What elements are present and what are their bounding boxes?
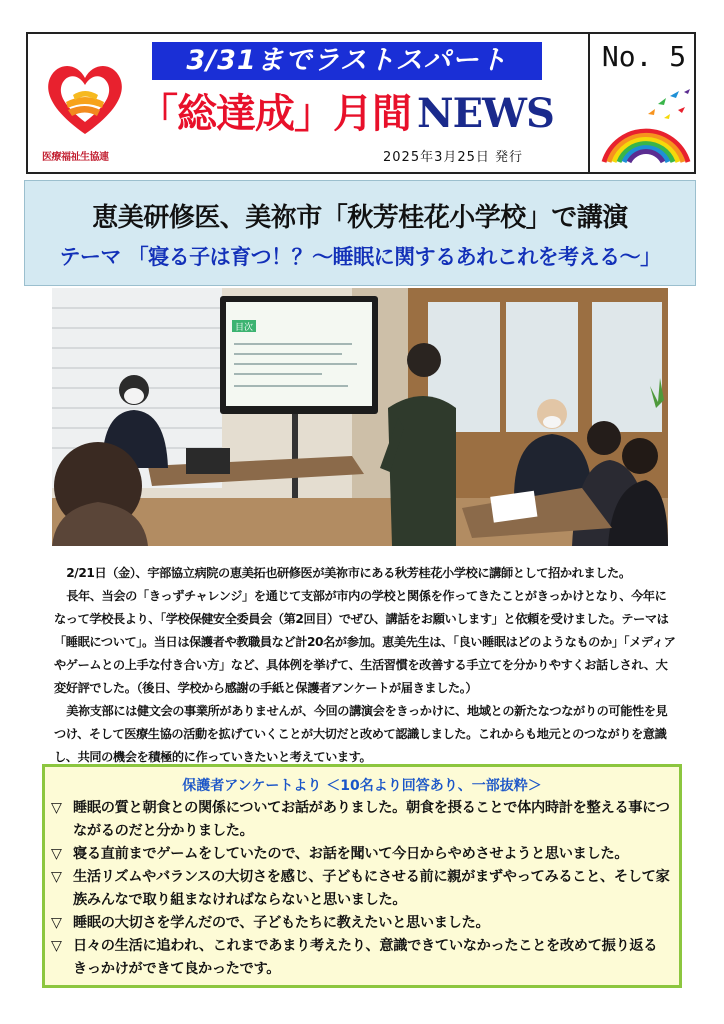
survey-heading: 保護者アンケートより ＜10名より回答あり、一部抜粋＞ (182, 778, 542, 794)
lecture-photo-illustration (52, 288, 668, 546)
survey-item-text: 日々の生活に追われ、これまであまり考えたり、意識できていなかったことを改めて振り返るきっかけができて良かったです。 (73, 938, 658, 977)
survey-list (51, 797, 671, 981)
survey-item (51, 935, 671, 981)
survey-item-text: 寝る直前までゲームをしていたので、お話を聞いて今日からやめさせようと思いました。 (73, 846, 629, 862)
logo-text: 医療福祉生協連 (42, 152, 109, 163)
survey-item (51, 797, 671, 843)
triangle-bullet-icon: ▽ (51, 938, 62, 954)
survey-item (51, 866, 671, 912)
issue-number: No. 5 (601, 40, 687, 73)
newsletter-title (138, 86, 588, 142)
rainbow-birds-icon (600, 84, 692, 164)
article-body (54, 562, 676, 769)
survey-item-text: 睡眠の質と朝食との関係についてお話がありました。朝食を摂ることで体内時計を整える事につながるのだと分かりました。 (73, 800, 670, 839)
publication-date: 2025年3月25日 発行 (383, 150, 524, 165)
article-paragraph: 長年、当会の「きっずチャレンジ」を通じて支部が市内の学校と関係を作ってきたことがきっかけとなり、今年になって学校長より、「学校保健安全委員会（第2回目）でぜひ、講話をお願いします」と依頼を受けました。テーマは「睡眠について」。当日は保護者や教職員など計20名が参加。恵美先生は、「良い睡眠はどのようなものか」「メディアやゲームとの上手な付き合い方」など、具体例を挙げて、生活習慣を改善する手立てを分かりやすくお話しされ、大変好評でした。（後日、学校から感謝の手紙と保護者アンケートが届きました。） (54, 589, 676, 695)
article-paragraph: 美祢支部には健文会の事業所がありませんが、今回の講演会をきっかけに、地域との新たなつながりの可能性を見つけ、そして医療生協の活動を拡げていくことが大切だと改めて認識しました。これからも地元とのつながりを意識し、共同の機会を積極的に作っていきたいと考えています。 (54, 704, 668, 764)
parent-survey-box (42, 764, 682, 988)
article-theme: テーマ 「寝る子は育つ！？～睡眠に関するあれこれを考える～」 (59, 245, 661, 269)
screen-label: 目次 (235, 323, 254, 333)
coop-logo (42, 56, 128, 168)
triangle-bullet-icon: ▽ (51, 800, 62, 816)
triangle-bullet-icon: ▽ (51, 869, 62, 885)
triangle-bullet-icon: ▽ (51, 915, 62, 931)
survey-item (51, 843, 671, 866)
survey-item-text: 睡眠の大切さを学んだので、子どもたちに教えたいと思いました。 (73, 915, 490, 931)
survey-item-text: 生活リズムやバランスの大切さを感じ、子どもにさせる前に親がまずやってみること、そして家族みんなで取り組まなければならないと思いました。 (73, 869, 670, 908)
lecture-photo (52, 288, 668, 546)
deadline-banner: 3/31までラストスパート (152, 42, 542, 80)
newsletter-header (26, 32, 696, 174)
heart-hands-logo-icon (42, 56, 128, 142)
triangle-bullet-icon: ▽ (51, 846, 62, 862)
article-paragraph: 2/21日（金）、宇部協立病院の恵美拓也研修医が美祢市にある秋芳桂花小学校に講師として招かれました。 (66, 566, 631, 580)
title-news: NEWS (417, 90, 554, 137)
article-headline-box (24, 180, 696, 286)
survey-item (51, 912, 671, 935)
title-campaign: 「総達成」月間 (138, 90, 411, 137)
article-headline: 恵美研修医、美祢市「秋芳桂花小学校」で講演 (92, 203, 628, 233)
